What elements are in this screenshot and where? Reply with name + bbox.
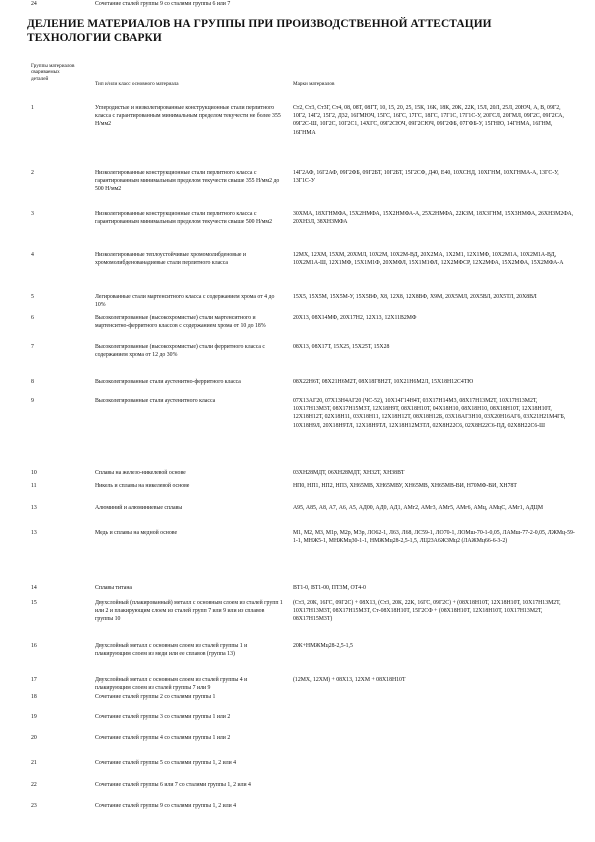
material-type: Сплавы титана <box>95 585 133 591</box>
material-type: Никель и сплавы на никелевой основе <box>95 483 190 489</box>
material-type: Медь и сплавы на медной основе <box>95 530 178 536</box>
group-number: 16 <box>31 643 37 649</box>
group-number: 6 <box>31 315 34 321</box>
group-number: 8 <box>31 379 34 385</box>
group-number: 23 <box>31 803 37 809</box>
group-number: 4 <box>31 252 34 258</box>
material-type: Алюминий и алюминиевые сплавы <box>95 505 183 511</box>
group-number: 17 <box>31 677 37 683</box>
column-header-group: Группы материалов свариваемых деталей <box>31 63 75 82</box>
group-number: 20 <box>31 735 37 741</box>
material-grades: (12МХ, 12ХМ) + 08Х13, 12ХМ + 08Х18Н10Т <box>293 677 406 683</box>
material-grades: (Ст3, 20К, 16ГС, 09Г2С) + 08Х13, (Ст3, 20К, 22К, 16ГС, 09Г2С) + (08Х18Н10Т, 12Х18Н10Т, 10Х17Н13М2Т, 10Х17Н13М3Т, 08Х17Н15М3Т, Ст-08Х18Н10Т, 15Г2СФ + (08Х18Н10Т, 12Х18Н10Т, 10Х17Н13М2Т, 08Х17Н15М3Т) <box>293 600 561 623</box>
material-type: Сплавы на железо-никелевой основе <box>95 470 186 476</box>
material-grades: 08Х22Н6Т, 08Х21Н6М2Т, 08Х18Г8Н2Т, 10Х21Н6М2Л, 15Х18Н12С4ТЮ <box>293 379 474 385</box>
group-number: 22 <box>31 782 37 788</box>
group-number: 2 <box>31 170 34 176</box>
group-number: 3 <box>31 211 34 217</box>
material-grades: 15Х5, 15Х5М, 15Х5М-У, 15Х5ВФ, Х8, 12Х8, 12Х8ВФ, Х9М, 20Х5МЛ, 20Х5ВЛ, 20Х5ТЛ, 20Х8ВЛ <box>293 294 537 300</box>
material-type: Сочетание сталей группы 4 со сталями группы 1 или 2 <box>95 735 231 741</box>
material-type: Углеродистые и низколегированные конструкционные стали перлитного класса с гарантированным минимальным пределом текучести не более 355 Н/мм2 <box>95 105 281 128</box>
material-type: Сочетание сталей группы 9 со сталями группы 1, 2 или 4 <box>95 803 237 809</box>
material-grades: 30ХМА, 18ХГНМФА, 15Х2НМФА, 15Х2НМФА-А, 25Х2НМФА, 22К3М, 18Х3ГНМ, 15Х3НМФА, 26ХН3М2ФА, 20ХН3Л, 38ХН3МФА <box>293 211 574 226</box>
material-type: Легированные стали мартенситного класса с содержанием хрома от 4 до 10% <box>95 294 275 309</box>
group-number: 18 <box>31 694 37 700</box>
material-grades: 14Г2АФ, 16Г2АФ, 09Г2ФБ, 09Г2БТ, 10Г2БТ, 15Г2СФ, Д40, Е40, 10ХСНД, 10ХГНМ, 10ХГНМА-А, 13ГС-У, 13Г1С-У <box>293 170 559 185</box>
material-grades: 20К+НМЖМц28-2,5-1,5 <box>293 643 353 649</box>
group-number: 24 <box>31 1 37 7</box>
material-grades: 20Х13, 08Х14МФ, 20Х17Н2, 12Х13, 12Х11В2МФ <box>293 315 417 321</box>
material-type: Высоколегированные (высокохромистые) стали мартенситного и мартенситно-ферритного классов с содержанием хрома от 10 до 18% <box>95 315 266 330</box>
material-grades: 08Х13, 08Х17Т, 15Х25, 15Х25Т, 15Х28 <box>293 344 390 350</box>
group-number: 5 <box>31 294 34 300</box>
material-grades: 03ХН28МДТ, 06ХН28МДТ, ХН32Т, ХН38ВТ <box>293 470 405 476</box>
group-number: 9 <box>31 398 34 404</box>
group-number: 15 <box>31 600 37 606</box>
material-grades: ВТ1-0, ВТ1-00, ПТ3М, ОТ4-0 <box>293 585 366 591</box>
material-type: Низколегированные теплоустойчивые хромомолибденовые и хромомолибденованадиевые стали перлитного класса <box>95 252 247 267</box>
material-grades: Ст2, Ст3, Ст3Г, Ст4, 08, 08Т, 08ГТ, 10, 15, 20, 25, 15К, 16К, 18К, 20К, 22К, 15Л, 20Л, 25Л, 20ЮЧ, А, В, 09Г2, 10Г2, 14Г2, 15Г2, Д32, 16ГМЮЧ, 15ГС, 16ГС, 17ГС, 18ГС, 17Г1С, 17Г1С-У, 20ГСЛ, 20ГМЛ, 09Г2С, 09Г2СА, 09Г2С-Ш, 10Г2С, 10Г2С1, 14ХГС, 09Г2СЮЧ, 09Г2СЮЧ, 09Г2ФБ, 07ГФБ-У, 15ГНЮ, 14ГНМА, 16ГНМ, 16ГНМА <box>293 105 564 136</box>
material-type: Двухслойный металл с основным слоем из сталей группы 1 и плакирующим слоем из меди или ее сплавов (группа 13) <box>95 643 248 658</box>
material-grades: НП0, НП1, НП2, НП3, ХН65МВ, ХН65МВУ, ХН65МВ, ХН65МВ-ВИ, Н70МФ-ВИ, ХН78Т <box>293 483 517 489</box>
group-number: 13 <box>31 530 37 536</box>
material-grades: М1, М2, М3, М1р, М2р, М3р, ЛО62-1, Л63, Л68, ЛС59-1, ЛО70-1, ЛОМш-70-1-0,05, ЛАМш-77-2-0,05, ЛЖМц-59-1-1, МНЖ5-1, МНЖМц30-1-1, НМЖМц28-2,5-1,5, ЛЦ23А6Ж3Мц2 (ЛАЖМц66-6-3-2) <box>293 530 575 545</box>
group-number: 7 <box>31 344 34 350</box>
material-type: Сочетание сталей группы 6 или 7 со сталями группы 1, 2 или 4 <box>95 782 251 788</box>
material-type: Сочетание сталей группы 3 со сталями группы 1 или 2 <box>95 714 231 720</box>
group-number: 19 <box>31 714 37 720</box>
group-number: 13 <box>31 505 37 511</box>
group-number: 14 <box>31 585 37 591</box>
material-type: Высоколегированные стали аустенитного класса <box>95 398 216 404</box>
group-number: 10 <box>31 470 37 476</box>
material-type: Низколегированные конструкционные стали перлитного класса с гарантированным минимальным пределом текучести свыше 500 Н/мм2 <box>95 211 273 226</box>
group-number: 21 <box>31 760 37 766</box>
material-type: Высоколегированные (высокохромистые) стали ферритного класса с содержанием хрома от 12 до 30% <box>95 344 265 359</box>
material-type: Двухслойный металл с основным слоем из сталей группы 4 и плакирующим слоем из сталей группы 7 или 9 <box>95 677 248 692</box>
group-number: 11 <box>31 483 37 489</box>
material-type: Сочетание сталей группы 9 со сталями группы 6 или 7 <box>95 1 231 7</box>
group-number: 1 <box>31 105 34 111</box>
column-header-type: Тип и/или класс основного материала <box>95 81 179 87</box>
material-type: Низколегированные конструкционные стали перлитного класса с гарантированным минимальным пределом текучести свыше 355 Н/мм2 до 500 Н/мм2 <box>95 170 280 193</box>
material-grades: 07Х13АГ20, 07Х13Н4АГ20 (ЧС-52), 10Х14Г14Н4Т, 03Х17Н14М3, 08Х17Н13М2Т, 10Х17Н13М2Т, 10Х17Н13М3Т, 08Х17Н15М3Т, 12Х18Н9Т, 08Х18Н10Т, 04Х18Н10, 08Х18Н10, 08Х18Н10Т, 12Х18Н10Т, 12Х18Н12Т, 02Х18Н11, 03Х18Н11, 12Х18Н12Т, 08Х18Н12Б, 03Х18АГ3Н10, 03Х20Н16АГ6, 03Х21Н21М4ГБ, 10Х18Н9Л, 20Х18Н9ТЛ, 12Х18Н9ТЛ, 12Х18Н12М3ТЛ, 02Х8Н22С6, 02Х8Н22С6-ПД, 02Х8Н22С6-Ш <box>293 398 566 429</box>
page-title: ДЕЛЕНИЕ МАТЕРИАЛОВ НА ГРУППЫ ПРИ ПРОИЗВОДСТВЕННОЙ АТТЕСТАЦИИ ТЕХНОЛОГИИ СВАРКИ <box>27 18 492 44</box>
material-type: Высоколегированные стали аустенитно-ферритного класса <box>95 379 241 385</box>
column-header-grades: Марки материалов <box>293 81 335 87</box>
material-grades: А95, А85, А8, А7, А6, А5, АД00, АД0, АД1, АМг2, АМг3, АМг5, АМг6, АМц, АМцС, АМг1, АДЦМ <box>293 505 544 511</box>
material-type: Двухслойный (плакированный) металл с основным слоем из сталей групп 1 или 2 и плакирующим слоем из сталей групп 7 или 9 или из сплавов группы 10 <box>95 600 283 623</box>
material-type: Сочетание сталей группы 2 со сталями группы 1 <box>95 694 216 700</box>
material-type: Сочетание сталей группы 5 со сталями группы 1, 2 или 4 <box>95 760 237 766</box>
material-grades: 12МХ, 12ХМ, 15ХМ, 20ХМЛ, 10Х2М, 10Х2М-ВД, 20Х2МА, 1Х2М1, 12Х1МФ, 10Х2М1А, 10Х2М1А-ВД, 10Х2М1А-Ш, 12Х1МФ, 15Х1М1Ф, 20ХМФЛ, 15Х1М1ФЛ, 12Х2МФСР, 12Х2МФА, 15Х2МФА, 15Х2МФА-А <box>293 252 564 267</box>
